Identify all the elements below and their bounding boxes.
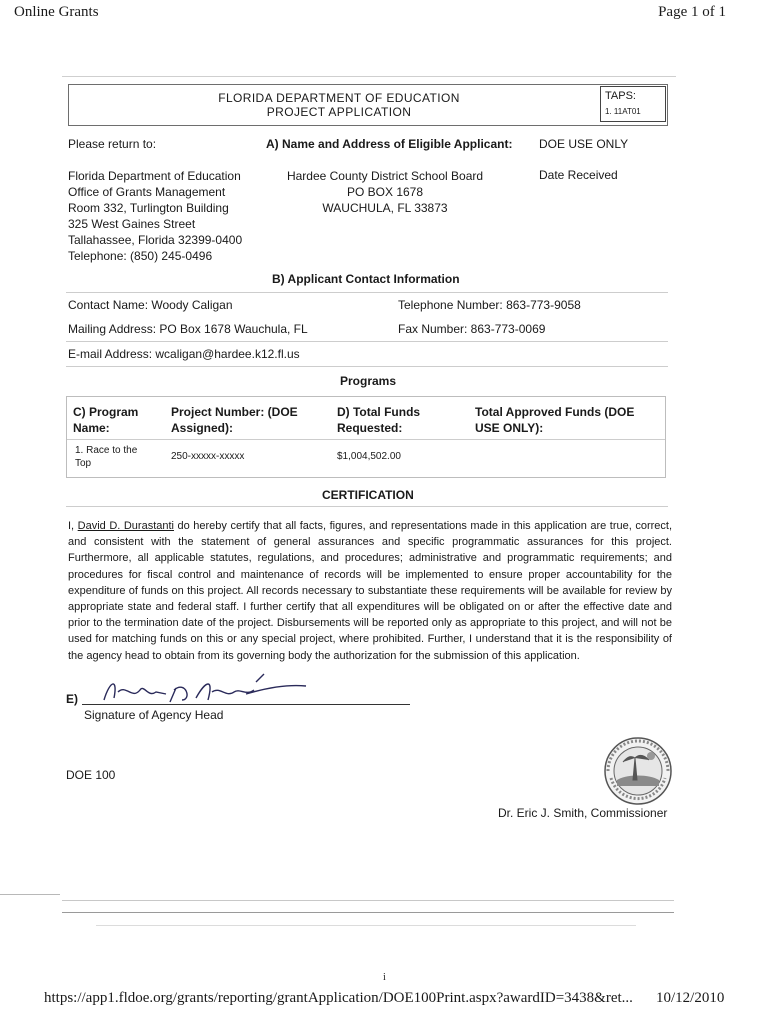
- scan-artifact-line: [62, 900, 674, 901]
- divider: [66, 366, 668, 367]
- form-title-line2: PROJECT APPLICATION: [266, 105, 412, 119]
- taps-box: [600, 86, 666, 122]
- taps-label: TAPS:: [605, 90, 636, 102]
- page-counter: Page 1 of 1: [658, 4, 726, 20]
- divider: [66, 292, 668, 293]
- applicant-address-line: Hardee County District School Board: [286, 169, 484, 183]
- return-address-line: Florida Department of Education: [68, 169, 241, 183]
- cert-prefix: I,: [68, 520, 78, 532]
- commissioner-name: Dr. Eric J. Smith, Commissioner: [498, 806, 668, 820]
- certification-heading: CERTIFICATION: [322, 488, 414, 502]
- table-header-total-funds: D) Total Funds Requested:: [337, 405, 421, 435]
- return-address: [68, 168, 242, 264]
- applicant-address-line: WAUCHULA, FL 33873: [322, 201, 448, 215]
- certification-text: [68, 518, 672, 664]
- mailing-address: Mailing Address: PO Box 1678 Wauchula, FL: [68, 322, 308, 336]
- fax-number: Fax Number: 863-773-0069: [398, 322, 546, 336]
- applicant-address: [272, 168, 498, 216]
- taps-value: 1. 11AT01: [605, 107, 641, 116]
- section-b-heading: B) Applicant Contact Information: [272, 272, 460, 286]
- footer-url: https://app1.fldoe.org/grants/reporting/grantApplication/DOE100Print.aspx?awardID=3438&ret...: [44, 990, 633, 1006]
- divider: [66, 506, 668, 507]
- footer-date: 10/12/2010: [656, 990, 725, 1006]
- return-address-line: 325 West Gaines Street: [68, 217, 196, 231]
- table-header-project-number: Project Number: (DOE Assigned):: [171, 405, 298, 435]
- form-title-line1: FLORIDA DEPARTMENT OF EDUCATION: [218, 91, 460, 105]
- table-cell-project-number: 250-xxxxx-xxxxx: [171, 451, 245, 462]
- form-number: DOE 100: [66, 768, 116, 782]
- telephone-number: Telephone Number: 863-773-9058: [398, 298, 581, 312]
- divider: [66, 341, 668, 342]
- scan-artifact-line: [96, 925, 636, 926]
- certifier-name: David D. Durastanti: [77, 520, 174, 532]
- signature-line: [82, 704, 410, 705]
- date-received: Date Received: [539, 168, 618, 182]
- return-address-line: Telephone: (850) 245-0496: [68, 249, 213, 263]
- table-cell-program-name: 1. Race to the Top: [75, 445, 138, 469]
- email-address: E-mail Address: wcaligan@hardee.k12.fl.us: [68, 347, 300, 361]
- state-seal-image: [603, 736, 673, 806]
- section-a-heading: A) Name and Address of Eligible Applicant:: [266, 137, 513, 151]
- programs-table: [66, 396, 666, 478]
- contact-name: Contact Name: Woody Caligan: [68, 298, 233, 312]
- signature-e-label: E): [66, 692, 78, 706]
- table-header-program-name: C) Program Name:: [73, 405, 139, 435]
- return-address-line: Room 332, Turlington Building: [68, 201, 229, 215]
- applicant-address-line: PO BOX 1678: [346, 185, 424, 199]
- table-header-approved-funds: Total Approved Funds (DOE USE ONLY):: [475, 405, 635, 435]
- scan-artifact-line: [62, 912, 674, 913]
- form-title-box: [68, 84, 668, 126]
- table-cell-total-funds: $1,004,502.00: [337, 451, 401, 462]
- signature-caption: Signature of Agency Head: [84, 708, 224, 722]
- cert-body: do hereby certify that all facts, figures, and representations made in this application are true, correct, and consistent with the statement of general assurances and specific programmatic assurances for this project. Furthermore, all applicable statutes, regulations, and procedures; administrative and programmatic requirements; and procedures for fiscal control and maintenance of records will be implemented to ensure proper accountability for the expenditure of funds on this project. All records necessary to substantiate these requirements will be available for review by appropriate state and federal staff. I further certify that all expenditures will be obligated on or after the effective date and prior to the termination date of the project. Disbursements will be reported only as appropriate to this project, and will not be used for matching funds on this or any special project, where prohibited. Further, I understand that it is the responsibility of the agency head to obtain from its governing body the authorization for the submission of this application.: [68, 520, 672, 662]
- return-address-line: Tallahassee, Florida 32399-0400: [68, 233, 243, 247]
- doe-use-only: DOE USE ONLY: [539, 137, 629, 151]
- footer-mark: i: [383, 972, 386, 983]
- return-address-line: Office of Grants Management: [68, 185, 226, 199]
- table-divider: [67, 439, 665, 440]
- print-header-title: Online Grants: [14, 4, 99, 20]
- return-label: Please return to:: [68, 137, 157, 151]
- scan-artifact-line: [0, 894, 60, 895]
- programs-heading: Programs: [340, 374, 397, 388]
